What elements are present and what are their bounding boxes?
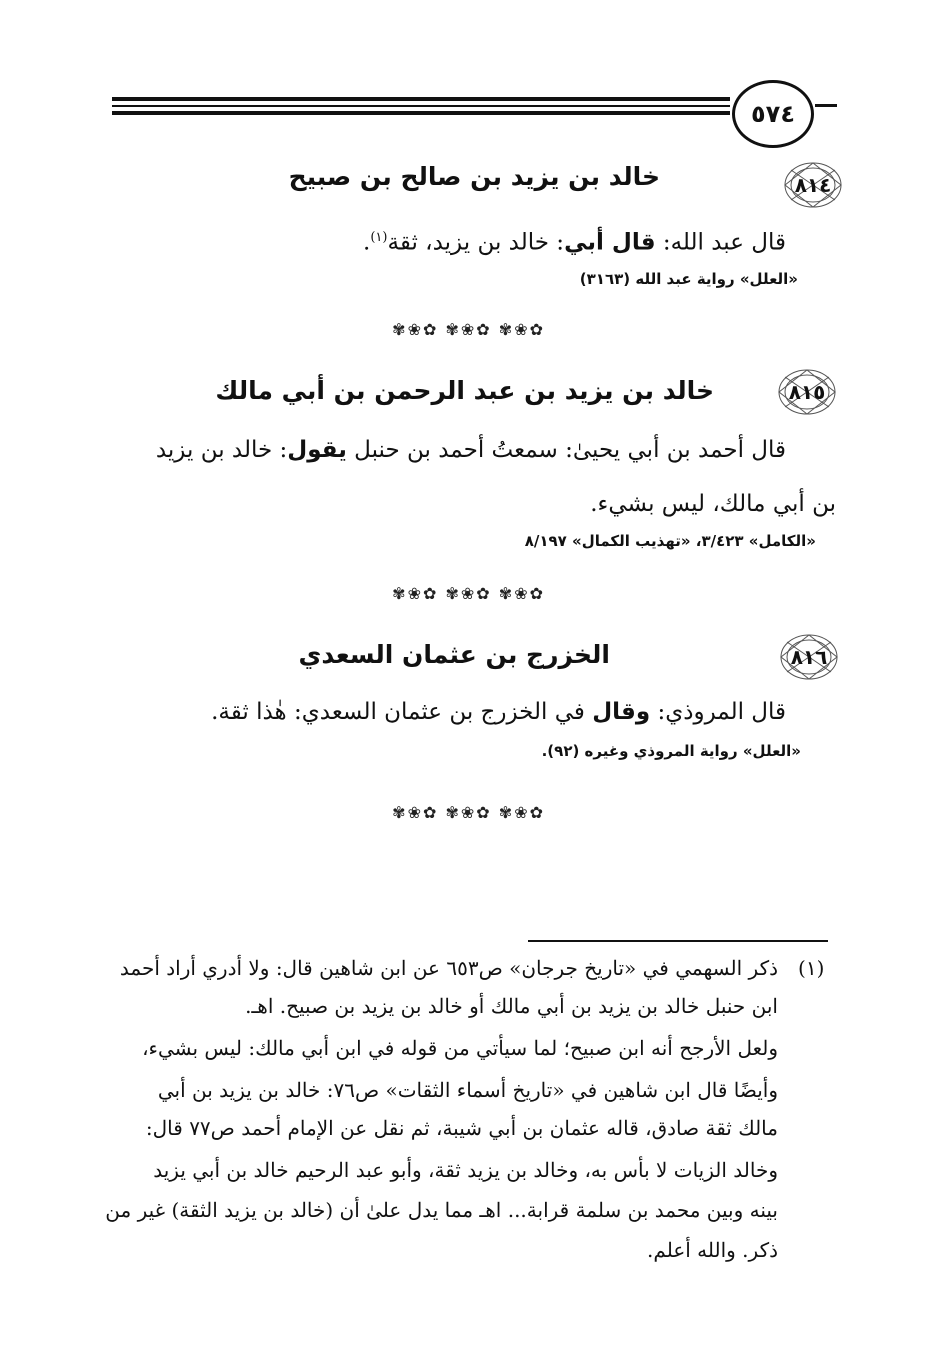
text-segment: : خالد بن يزيد xyxy=(155,437,288,463)
ornament-divider: ✿❀✾ ✿❀✾ ✿❀✾ xyxy=(392,320,545,339)
text-bold: يقول xyxy=(287,437,347,463)
entry-number: ٨١٥ xyxy=(788,380,826,404)
text-segment: . xyxy=(363,229,371,256)
entry-title: خالد بن يزيد بن صالح بن صبيح xyxy=(288,162,660,191)
source-citation: «الكامل» ٣/٤٢٣، «تهذيب الكمال» ٨/١٩٧ xyxy=(524,532,816,550)
footnote-line: وأيضًا قال ابن شاهين في «تاريخ أسماء الثقات» ص٧٦: خالد بن يزيد بن أبي xyxy=(157,1078,778,1102)
text-segment: قال أحمد بن أبي يحيىٰ: سمعتُ أحمد بن حنبل xyxy=(346,437,786,463)
entry-number-badge xyxy=(782,160,844,210)
entry-number: ٨١٦ xyxy=(790,645,828,669)
footnote-separator xyxy=(528,940,828,942)
header-rule-top xyxy=(112,97,730,101)
footnote-number: (١) xyxy=(798,956,825,980)
entry-title: الخزرج بن عثمان السعدي xyxy=(298,640,610,669)
text-segment: : خالد بن يزيد، ثقة xyxy=(387,229,565,256)
text-segment: في الخزرج بن عثمان السعدي: هٰذا ثقة. xyxy=(211,699,593,725)
ornament-divider: ✿❀✾ ✿❀✾ ✿❀✾ xyxy=(392,803,545,822)
entry-text xyxy=(211,686,786,738)
source-citation: «العلل» رواية المروذي وغيره (٩٢). xyxy=(541,742,801,760)
page-number: ٥٧٤ xyxy=(751,100,795,128)
page-number-badge xyxy=(732,80,814,148)
footnote-line: مالك ثقة صادق، قاله عثمان بن أبي شيبة، ثم نقل عن الإمام أحمد ص٧٧ قال: xyxy=(145,1116,778,1140)
header-rule-middle xyxy=(112,105,730,107)
footnote-line: ذكر السهمي في «تاريخ جرجان» ص٦٥٣ عن ابن شاهين قال: ولا أدري أراد أحمد xyxy=(119,956,778,980)
entry-number-badge xyxy=(776,367,838,417)
footnote-line: ولعل الأرجح أنه ابن صبيح؛ لما سيأتي من قوله في ابن أبي مالك: ليس بشيء، xyxy=(142,1036,778,1060)
source-citation: «العلل» رواية عبد الله (٣١٦٣) xyxy=(579,270,798,288)
footnote-line: ابن حنبل خالد بن يزيد بن أبي مالك أو خالد بن يزيد بن صبيح. اهـ. xyxy=(245,994,778,1018)
footnote-line: وخالد الزيات لا بأس به، وخالد بن يزيد ثقة، وأبو عبد الرحيم خالد بن أبي يزيد xyxy=(153,1158,778,1182)
entry-text-line-1 xyxy=(156,424,786,476)
text-segment: قال عبد الله: xyxy=(655,229,786,256)
ornament-divider: ✿❀✾ ✿❀✾ ✿❀✾ xyxy=(392,584,545,603)
text-bold: قال أبي xyxy=(564,229,656,256)
entry-number-badge xyxy=(778,632,840,682)
entry-text xyxy=(363,212,786,269)
entry-title: خالد بن يزيد بن عبد الرحمن بن أبي مالك xyxy=(215,376,714,405)
header-rule-bottom xyxy=(112,111,730,115)
footnote-ref[interactable]: (١) xyxy=(370,230,388,245)
entry-text-line-2: بن أبي مالك، ليس بشيء. xyxy=(590,491,836,517)
entry-number: ٨١٤ xyxy=(794,173,832,197)
header-rule-right xyxy=(815,104,837,107)
text-bold: وقال xyxy=(592,699,651,725)
footnote-line: بينه وبين محمد بن سلمة قرابة... اهـ مما يدل علىٰ أن (خالد بن يزيد الثقة) غير من xyxy=(105,1198,778,1222)
text-segment: قال المروذي: xyxy=(650,699,786,725)
footnote-line: ذكر. والله أعلم. xyxy=(647,1238,778,1262)
